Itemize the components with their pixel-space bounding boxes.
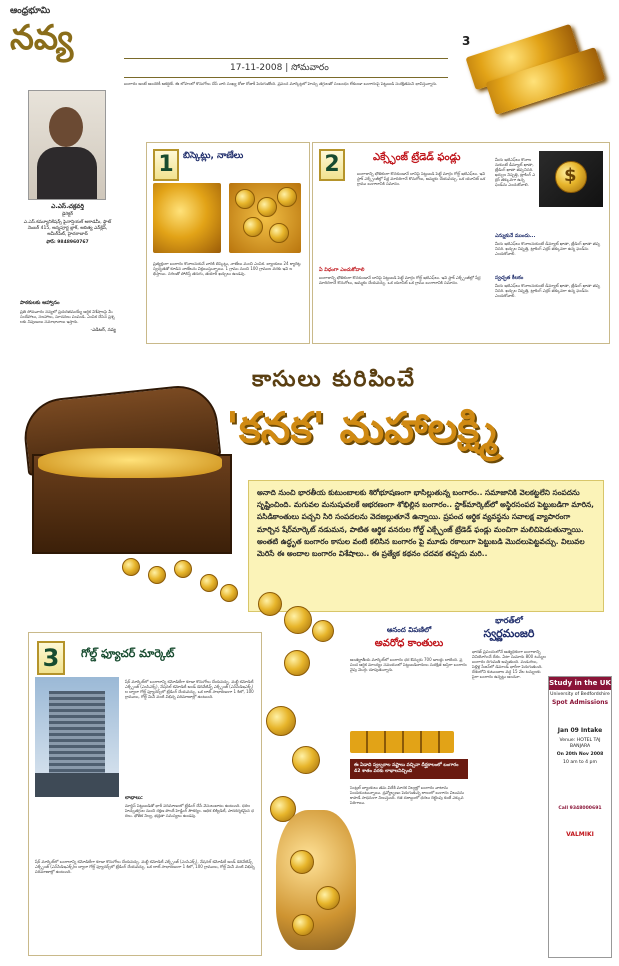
reader-text: ప్రతి సోమవారం నవ్యలో ప్రచురితమయ్యే ఆర్థిక విశేషాలపై మీ సందేహాలు, సలహాలు, సూచనలు పంపండి. ఎంపిక చేసిన ప్రశ్నలకు నిపుణులు సమాధానాలు ఇస్తారు.: [20, 309, 115, 324]
gold-coins-image: [229, 183, 301, 253]
section-3-title: గోల్డ్ ఫ్యూచర్ మార్కెట్: [81, 647, 175, 660]
etf-image: $: [539, 151, 603, 207]
ad-phone: Call 9348000691: [558, 806, 602, 811]
ad-university: University of Bedfordshire: [550, 692, 610, 697]
profile-photo: [28, 90, 106, 200]
section-2-body-2: బంగారాన్ని భౌతికంగా కొనకుండానే దానిపై పెట్టుబడి పెట్టే మార్గం గోల్డ్ ఇటిఎఫ్‌లు. ఇవి స్టాక్ ఎక్స్ఛేంజీల్లో షేర్ల మాదిరిగానే కొనుగోలు, అమ్మకం చేయవచ్చు. ఒక యూనిట్ ఒక గ్రాము బంగారానికి సమానం.: [319, 275, 481, 285]
coin-decoration: [258, 592, 282, 616]
date-line: 17-11-2008 | సోమవారం: [230, 63, 329, 73]
section-1-number: 1: [153, 149, 179, 181]
intro-paragraph: బంగారం అంటే అందరికీ ఆకర్షణే. ఈ లోహంలో కొనుగోలు చేసే వారి సంఖ్య రోజు రోజుకీ పెరుగుతోంది. ప్రపంచ మార్కెట్లలో హెచ్చు తగ్గులతో సంబంధం లేకుండా బంగారంపై పెట్టుబడి సురక్షితమని భావిస్తున్నారు.: [124, 81, 438, 86]
profile-phone: ఫోన్: 9848960767: [46, 240, 89, 245]
section-3-body-2: షేర్ మార్కెట్‌లో బంగారాన్ని కమోడిటీగా కూడా కొనుగోలు చేయవచ్చు. మల్టీ కమోడిటీ ఎక్స్ఛేంజ్ (ఎంసిఎక్స్), నేషనల్ కమోడిటీ అండ్ డెరివేటివ్స్ ఎక్స్ఛేంజ్ (ఎన్‌సిడిఇఎక్స్)ల ద్వారా గోల్డ్ ఫ్యూచర్స్‌లో ట్రేడింగ్ చేయవచ్చు. ఒక లాట్ సాధారణంగా 1 కిలో, 100 గ్రాములు, గోల్డ్ మినీ వంటి విభిన్న పరిమాణాల్లో ఉంటుంది.: [35, 859, 255, 874]
ad-date: On 20th Nov 2008: [556, 752, 604, 757]
ad-time: 10 am to 4 pm: [563, 760, 597, 765]
section-2-sidebar-text-3: మీరు ఇటిఎఫ్‌లు కొనాలనుకుంటే డీమ్యాట్ ఖాతా, ట్రేడింగ్ ఖాతా తప్పనిసరి. ఖర్చుల నిష్పత్తి, ట్రాకింగ్ ఎర్రర్ తక్కువగా ఉన్న ఫండ్‌ను ఎంచుకోవాలి.: [495, 283, 601, 298]
gold-bag-image: [270, 790, 360, 956]
section-1: [146, 142, 310, 344]
section-2-sidebar-heading: ఎన్నుకునే ముందు...: [495, 233, 536, 239]
weekday: సోమవారం: [291, 63, 329, 73]
section-3-bullets: మార్జిన్ పెట్టుబడితో భారీ పరిమాణంలో ట్రేడింగ్ చేసే వెసులుబాటు ఉంటుంది. ధరల హెచ్చుతగ్గుల నుంచి రక్షణ పొందే హెడ్జింగ్ సౌకర్యం. అధిక లిక్విడిటీ, పారదర్శకమైన ధరలు. భౌతిక నిల్వ, భద్రతా సమస్యలు ఉండవు.: [125, 803, 254, 818]
ad-brand: VALMIKI: [566, 831, 594, 838]
gold-bars-image: [448, 22, 608, 104]
inflation-body: అంతర్జాతీయ మార్కెట్‌లో బంగారం ధర ఔన్సుకు 700 డాలర్లు దాటింది. ప్రపంచ ఆర్థిక మాంద్యం సమయంలో పెట్టుబడిదారులు సురక్షిత ఆస్తిగా బంగారం వైపు మొగ్గు చూపుతున్నారు.: [350, 657, 467, 672]
inflation-quote: ఈ ఏడాది స్వల్పకాల నష్టాలు వచ్చినా దీర్ఘకాలంలో బంగారం 42 శాతం వరకు లాభాలనిచ్చింది: [354, 763, 459, 774]
section-1-body: ప్రత్యక్షంగా బంగారం కొనాలనుకునే వారికి బిస్కెట్లు, నాణేలు మంచి ఎంపిక. బ్యాంకులు 24 క్యారెట్ల స్వచ్ఛతతో కూడిన నాణేలను విక్రయిస్తున్నాయి. 1 గ్రాము నుంచి 100 గ్రాముల వరకు ఇవి లభిస్తాయి. నగలతో పోలిస్తే తరుగు, తయారీ ఖర్చులు ఉండవు.: [153, 261, 301, 276]
inflation-body-2: సెంట్రల్ బ్యాంకులు తమ విదేశీ మారక నిల్వల్లో బంగారం వాటాను పెంచుకుంటున్నాయి. ద్రవ్యోల్బణం పెరుగుతున్న కాలంలో బంగారం విలువను కాపాడే సాధనంగా నిలుస్తుంది. గత దశాబ్దంలో ధరలు రెట్టింపు కంటే ఎక్కువ పెరిగాయి.: [350, 785, 464, 805]
date: 17-11-2008: [230, 63, 283, 73]
bharat-title: స్వర్ణమంజరి: [483, 627, 535, 640]
ad-venue: Venue: HOTEL TAJ BANJARA: [559, 738, 601, 749]
section-2-title: ఎక్స్ఛేంజ్ ట్రేడెడ్ ఫండ్లు: [373, 152, 461, 163]
profile-title: డైరెక్టర్: [61, 212, 74, 217]
feature-lead-text: అనాది నుంచి భారతీయ కుటుంబాలకు శిరోభూషణంగా భాసిల్లుతున్న బంగారం.. సమాజానికి వెలకట్టలేని సంపదను సృష్టించింది. మగువల మనుషువలకే ఆభరణంగా శోభిల్లిన బంగారం.. స్టాక్‌మార్కెట్‌లో అస్థిరసంపద పెట్టుబడిగా మారిన, పసిడికాంతులు పచ్చని సిరి సంపదలను వెదజల్లుతూనే ఉన్నాయి. ప్రపంచ ఆర్థిక వ్యవస్థను సవాలక్ష వ్యాపారంగా మార్చిన షేర్‌మార్కెట్ నడుమన, పాటిత ఆర్థిక వనరుల గోల్డ్ ఎక్స్ఛేంజ్ ట్రేడెడ్ ఫండ్లు మంచిగా మలిచిపెడుతున్నాయి. అంతటి ఉద్ధృత బంగారం కాసుల వంటి కలిసిన బంగారం పై మూడు రకాలుగా పెట్టుబడి మొదలుపెట్టవచ్చు. విలువల మెరిసే ఈ అందాల బంగారం విశేషాలు.. ఈ ప్రత్యేక కథనం చదవక తప్పదు మరి..: [257, 488, 594, 559]
section-3-number: 3: [37, 641, 65, 675]
section-2-body: బంగారాన్ని భౌతికంగా కొనకుండానే దానిపై పెట్టుబడి పెట్టే మార్గం గోల్డ్ ఇటిఎఫ్‌లు. ఇవి స్టాక్ ఎక్స్ఛేంజీల్లో షేర్ల మాదిరిగానే కొనుగోలు, అమ్మకం చేయవచ్చు. ఒక యూనిట్ ఒక గ్రాము బంగారానికి సమానం.: [357, 171, 486, 186]
section-2-sidebar-heading-2: స్వచ్ఛత కీలకం: [495, 275, 524, 281]
section-2-sidebar-text-2: మీరు ఇటిఎఫ్‌లు కొనాలనుకుంటే డీమ్యాట్ ఖాతా, ట్రేడింగ్ ఖాతా తప్పనిసరి. ఖర్చుల నిష్పత్తి, ట్రాకింగ్ ఎర్రర్ తక్కువగా ఉన్న ఫండ్‌ను ఎంచుకోవాలి.: [495, 241, 601, 256]
reader-heading: పాఠకులకు ఆహ్వానం: [20, 300, 60, 306]
bharat-column: [472, 616, 546, 956]
section-name: నవ్య: [10, 18, 74, 58]
profile-name: ఎ.ఎస్.చక్రవర్తి: [51, 203, 84, 210]
treasure-chest-image: [14, 362, 242, 602]
masthead-rule: [124, 58, 448, 59]
ad-spot: Spot Admissions: [551, 699, 609, 706]
page-number: 3: [462, 34, 471, 48]
feature-kicker: కాసులు కురిపించే: [252, 366, 416, 392]
ad-intake: Jan 09 Intake: [557, 727, 603, 734]
section-2-number: 2: [319, 149, 345, 181]
section-2: [312, 142, 610, 344]
coin-decoration: [284, 606, 312, 634]
inflation-title: అవరోధ కాంతులు: [374, 638, 444, 649]
gold-biscuits-image: [153, 183, 221, 253]
section-3: [28, 632, 262, 956]
inflation-column: [350, 626, 468, 956]
coin-decoration: [312, 620, 334, 642]
inflation-quote-box: [350, 759, 468, 779]
bharat-title-small: భారత్‌లో: [495, 616, 523, 625]
ad-headline: Study in the UK: [549, 677, 611, 690]
section-2-subhead: ఏ విధంగా ఎంచుకోవాలి: [319, 267, 365, 273]
masthead-rule-2: [124, 77, 448, 78]
gold-bars-strip-image: [350, 731, 454, 753]
masthead-logo: [10, 6, 120, 64]
section-3-subhead: లాభాలు:: [125, 795, 143, 801]
bharat-body: భారత్ ప్రపంచంలోనే అత్యధికంగా బంగారాన్ని వినియోగించే దేశం. ఏటా సుమారు 800 టన్నుల బంగారం దిగుమతి అవుతుంది. పండుగలు, పెళ్లిళ్ల సీజన్‌లో డిమాండ్ భారీగా పెరుగుతుంది. దేశంలోని కుటుంబాల వద్ద 15 వేల టన్నులకు పైగా బంగారం ఉన్నట్లు అంచనా.: [472, 649, 546, 679]
inflation-title-small: ఆనంద విపణిలో: [386, 626, 432, 634]
profile-address: ఎ.ఎస్.కమ్యూనికేషన్స్ ఫైనాన్షియల్ అకాడమీ, ఫ్లాట్ నెంబర్ 415, అన్నపూర్ణ బ్లాక్, ఆదిత్య ఎన్‌క్లేవ్, అమీర్‌పేట్, హైదరాబాద్: [23, 220, 112, 237]
paper-name: ఆంధ్రభూమి: [10, 6, 51, 16]
reader-sign: -ఎడిటర్, నవ్య: [90, 328, 116, 333]
stock-exchange-image: [35, 677, 119, 797]
feature-headline: 'కనక' మహాలక్ష్మి: [226, 403, 497, 452]
section-1-title: బిస్కెట్లు, నాణేలు: [183, 151, 244, 161]
section-2-sidebar-text: మీరు ఇటిఎఫ్‌లు కొనాలనుకుంటే డీమ్యాట్ ఖాతా, ట్రేడింగ్ ఖాతా తప్పనిసరి. ఖర్చుల నిష్పత్తి, ట్రాకింగ్ ఎర్రర్ తక్కువగా ఉన్న ఫండ్‌ను ఎంచుకోవాలి.: [495, 157, 536, 187]
feature-lead: [248, 480, 604, 612]
section-3-body: షేర్ మార్కెట్‌లో బంగారాన్ని కమోడిటీగా కూడా కొనుగోలు చేయవచ్చు. మల్టీ కమోడిటీ ఎక్స్ఛేంజ్ (ఎంసిఎక్స్), నేషనల్ కమోడిటీ అండ్ డెరివేటివ్స్ ఎక్స్ఛేంజ్ (ఎన్‌సిడిఇఎక్స్)ల ద్వారా గోల్డ్ ఫ్యూచర్స్‌లో ట్రేడింగ్ చేయవచ్చు. ఒక లాట్ సాధారణంగా 1 కిలో, 100 గ్రాములు, గోల్డ్ మినీ వంటి విభిన్న పరిమాణాల్లో ఉంటుంది.: [125, 679, 254, 699]
advertisement: [548, 676, 612, 958]
